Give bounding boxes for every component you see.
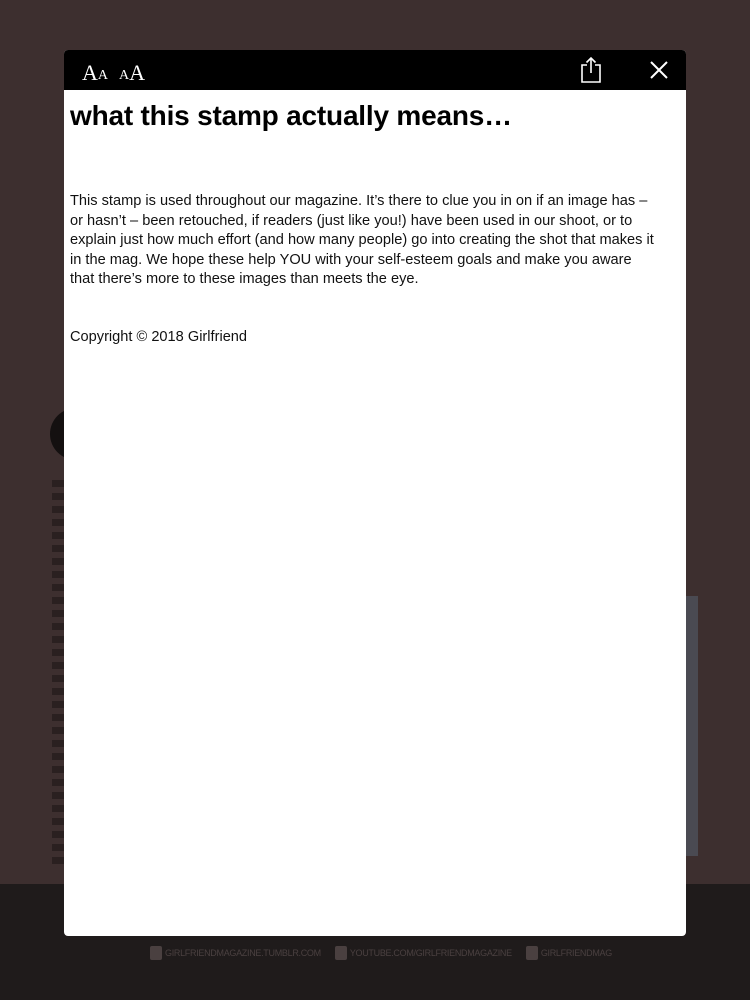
footer-link-youtube: YOUTUBE.COM/GIRLFRIENDMAGAZINE [335,946,512,960]
footer-link-snapchat: GIRLFRIENDMAG [526,946,612,960]
share-icon [580,56,602,84]
footer-link-tumblr: GIRLFRIENDMAGAZINE.TUMBLR.COM [150,946,321,960]
close-button[interactable] [643,54,675,86]
article-body: This stamp is used throughout our magazine. It’s there to clue you in on if an image has – or hasn’t – been retouched, if readers (just like you!) have been used in our shoot, or to explain just how much effort (and how many people) go into creating the shot that makes it in the mag. We hope these help YOU with your self-esteem goals and make you aware that there’s more to these images than meets the eye. [70,193,654,287]
article-modal [64,50,686,936]
modal-toolbar [64,50,686,90]
increase-font-size-button[interactable] [82,56,108,84]
background-footer-links [150,942,620,964]
background-image-edge [686,596,698,856]
share-button[interactable] [575,54,607,86]
font-small-glyph: A [119,68,130,83]
youtube-icon [335,946,347,960]
font-large-glyph: A [129,60,146,85]
close-icon [649,60,669,80]
article-content [70,90,670,347]
copyright-notice: Copyright © 2018 Girlfriend [70,328,248,345]
snapchat-icon [526,946,538,960]
tumblr-icon [150,946,162,960]
font-small-glyph: A [97,68,109,83]
background-text-column [52,480,64,870]
font-large-glyph: A [82,60,98,85]
decrease-font-size-button[interactable] [119,56,145,84]
article-title: what this stamp actually means… [70,100,512,131]
